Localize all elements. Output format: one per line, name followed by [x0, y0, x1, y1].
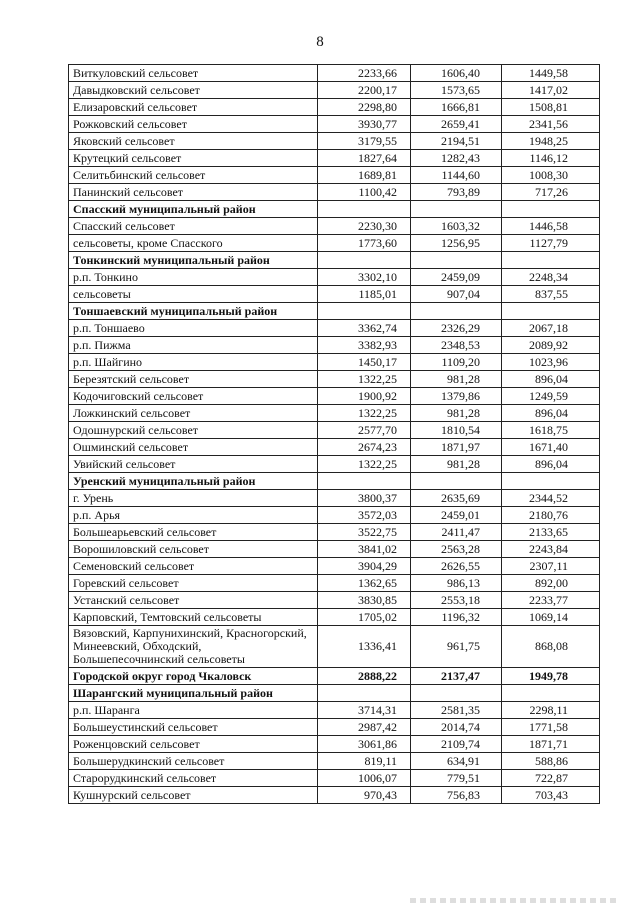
value-cell-3: 717,26 [502, 184, 600, 201]
table-row [69, 736, 600, 753]
value-cell-3: 896,04 [502, 405, 600, 422]
table-row [69, 167, 600, 184]
value-cell-2: 2194,51 [411, 133, 502, 150]
table-row [69, 388, 600, 405]
value-cell-1: 1006,07 [318, 770, 411, 787]
settlement-name-cell: сельсоветы, кроме Спасского [69, 235, 318, 252]
table-row [69, 218, 600, 235]
value-cell-3 [502, 473, 600, 490]
table-row [69, 439, 600, 456]
value-cell-3 [502, 685, 600, 702]
value-cell-1: 3714,31 [318, 702, 411, 719]
value-cell-3: 1948,25 [502, 133, 600, 150]
table-row [69, 184, 600, 201]
value-cell-2: 1810,54 [411, 422, 502, 439]
value-cell-2: 981,28 [411, 371, 502, 388]
settlement-name-cell: Кодочиговский сельсовет [69, 388, 318, 405]
value-cell-1 [318, 473, 411, 490]
value-cell-1: 1336,41 [318, 626, 411, 668]
value-cell-3: 2067,18 [502, 320, 600, 337]
value-cell-1: 2233,66 [318, 65, 411, 82]
value-cell-2: 1871,97 [411, 439, 502, 456]
settlement-name-cell: Березятский сельсовет [69, 371, 318, 388]
value-cell-2: 1196,32 [411, 609, 502, 626]
value-cell-1: 1900,92 [318, 388, 411, 405]
settlement-name-cell: Яковский сельсовет [69, 133, 318, 150]
value-cell-2 [411, 201, 502, 218]
value-cell-3: 892,00 [502, 575, 600, 592]
value-cell-2 [411, 685, 502, 702]
settlement-name-cell: Ложкинский сельсовет [69, 405, 318, 422]
value-cell-3: 1949,78 [502, 668, 600, 685]
value-cell-2: 2659,41 [411, 116, 502, 133]
value-cell-3: 896,04 [502, 456, 600, 473]
value-cell-3: 896,04 [502, 371, 600, 388]
settlement-name-cell: Елизаровский сельсовет [69, 99, 318, 116]
value-cell-3: 1618,75 [502, 422, 600, 439]
settlement-name-cell: Одошнурский сельсовет [69, 422, 318, 439]
value-cell-1 [318, 303, 411, 320]
table-row [69, 286, 600, 303]
value-cell-1: 2200,17 [318, 82, 411, 99]
table-row [69, 787, 600, 804]
value-cell-1: 3930,77 [318, 116, 411, 133]
value-cell-2: 756,83 [411, 787, 502, 804]
table-body [69, 65, 600, 804]
settlement-name-cell: Спасский сельсовет [69, 218, 318, 235]
value-cell-3 [502, 201, 600, 218]
settlement-name-cell: Устанский сельсовет [69, 592, 318, 609]
settlement-name-cell: р.п. Пижма [69, 337, 318, 354]
value-cell-3: 588,86 [502, 753, 600, 770]
table-row [69, 592, 600, 609]
table-row [69, 456, 600, 473]
settlement-name-cell: р.п. Тоншаево [69, 320, 318, 337]
value-cell-3: 1446,58 [502, 218, 600, 235]
table-row [69, 770, 600, 787]
table-row [69, 354, 600, 371]
value-cell-2: 907,04 [411, 286, 502, 303]
settlement-name-cell: Большеарьевский сельсовет [69, 524, 318, 541]
district-header-row [69, 303, 600, 320]
value-cell-3: 2248,34 [502, 269, 600, 286]
value-cell-2: 779,51 [411, 770, 502, 787]
district-header-row [69, 685, 600, 702]
value-cell-3: 837,55 [502, 286, 600, 303]
value-cell-3: 1449,58 [502, 65, 600, 82]
bottom-stamp-mark [410, 898, 620, 903]
table-row [69, 82, 600, 99]
table-row [69, 541, 600, 558]
table-row [69, 133, 600, 150]
value-cell-3: 2133,65 [502, 524, 600, 541]
settlement-name-cell: Давыдковский сельсовет [69, 82, 318, 99]
value-cell-1: 3302,10 [318, 269, 411, 286]
table-row [69, 719, 600, 736]
value-cell-2: 2411,47 [411, 524, 502, 541]
table-row [69, 371, 600, 388]
table-row [69, 575, 600, 592]
value-cell-2: 2137,47 [411, 668, 502, 685]
district-header-row [69, 252, 600, 269]
value-cell-1: 3800,37 [318, 490, 411, 507]
value-cell-2 [411, 252, 502, 269]
value-cell-2: 2326,29 [411, 320, 502, 337]
settlement-name-cell: Увийский сельсовет [69, 456, 318, 473]
district-header-row [69, 473, 600, 490]
settlement-name-cell: Ворошиловский сельсовет [69, 541, 318, 558]
value-cell-2: 1282,43 [411, 150, 502, 167]
settlement-name-cell: Семеновский сельсовет [69, 558, 318, 575]
value-cell-1: 1773,60 [318, 235, 411, 252]
page-number: 8 [316, 34, 324, 50]
value-cell-1 [318, 685, 411, 702]
settlement-name-cell: Большеустинский сельсовет [69, 719, 318, 736]
district-name-cell: Тонкинский муниципальный район [69, 252, 318, 269]
settlement-name-cell: г. Урень [69, 490, 318, 507]
value-cell-1: 2674,23 [318, 439, 411, 456]
district-header-row [69, 201, 600, 218]
table-row [69, 99, 600, 116]
settlement-name-cell: Вязовский, Карпунихинский, Красногорский, Минеевский, Обходский, Большепесочнинский сельсоветы [69, 626, 318, 668]
settlement-name-cell: Крутецкий сельсовет [69, 150, 318, 167]
value-cell-2: 793,89 [411, 184, 502, 201]
value-cell-3 [502, 303, 600, 320]
value-cell-1: 3362,74 [318, 320, 411, 337]
table-row [69, 235, 600, 252]
settlement-name-cell: Старорудкинский сельсовет [69, 770, 318, 787]
settlement-name-cell: Роженцовский сельсовет [69, 736, 318, 753]
value-cell-3: 2089,92 [502, 337, 600, 354]
value-cell-2: 2553,18 [411, 592, 502, 609]
table-row [69, 337, 600, 354]
value-cell-1 [318, 252, 411, 269]
value-cell-1: 1689,81 [318, 167, 411, 184]
value-cell-3: 2233,77 [502, 592, 600, 609]
value-cell-1: 2230,30 [318, 218, 411, 235]
value-cell-1: 1100,42 [318, 184, 411, 201]
value-cell-3: 2344,52 [502, 490, 600, 507]
value-cell-2: 986,13 [411, 575, 502, 592]
value-cell-3: 1127,79 [502, 235, 600, 252]
value-cell-1: 3061,86 [318, 736, 411, 753]
value-cell-2 [411, 303, 502, 320]
value-cell-2: 2581,35 [411, 702, 502, 719]
table-row [69, 668, 600, 685]
value-cell-1: 3522,75 [318, 524, 411, 541]
table-row [69, 65, 600, 82]
value-cell-2: 2109,74 [411, 736, 502, 753]
settlement-name-cell: р.п. Тонкино [69, 269, 318, 286]
value-cell-1: 3841,02 [318, 541, 411, 558]
value-cell-1: 3904,29 [318, 558, 411, 575]
table-row [69, 507, 600, 524]
value-cell-3: 1871,71 [502, 736, 600, 753]
tariff-table [68, 64, 600, 804]
value-cell-2: 1256,95 [411, 235, 502, 252]
settlement-name-cell: Виткуловский сельсовет [69, 65, 318, 82]
value-cell-2: 1603,32 [411, 218, 502, 235]
value-cell-2: 1606,40 [411, 65, 502, 82]
value-cell-2: 961,75 [411, 626, 502, 668]
value-cell-3: 2307,11 [502, 558, 600, 575]
value-cell-1: 3179,55 [318, 133, 411, 150]
table-row [69, 422, 600, 439]
value-cell-1: 1362,65 [318, 575, 411, 592]
value-cell-3: 1771,58 [502, 719, 600, 736]
district-name-cell: Уренский муниципальный район [69, 473, 318, 490]
value-cell-3: 2180,76 [502, 507, 600, 524]
value-cell-3: 1671,40 [502, 439, 600, 456]
value-cell-2: 1379,86 [411, 388, 502, 405]
value-cell-1: 3830,85 [318, 592, 411, 609]
value-cell-2: 1109,20 [411, 354, 502, 371]
district-name-cell: Тоншаевский муниципальный район [69, 303, 318, 320]
district-name-cell: Шарангский муниципальный район [69, 685, 318, 702]
value-cell-3: 1417,02 [502, 82, 600, 99]
settlement-name-cell: Карповский, Темтовский сельсоветы [69, 609, 318, 626]
value-cell-1: 1185,01 [318, 286, 411, 303]
value-cell-2 [411, 473, 502, 490]
value-cell-1: 3572,03 [318, 507, 411, 524]
settlement-name-cell: Горевский сельсовет [69, 575, 318, 592]
table-row [69, 405, 600, 422]
table-row [69, 609, 600, 626]
table-row [69, 320, 600, 337]
value-cell-3: 2341,56 [502, 116, 600, 133]
settlement-name-cell: Большерудкинский сельсовет [69, 753, 318, 770]
value-cell-3: 1069,14 [502, 609, 600, 626]
value-cell-3: 2243,84 [502, 541, 600, 558]
value-cell-1: 2298,80 [318, 99, 411, 116]
table-row [69, 269, 600, 286]
settlement-name-cell: Ошминский сельсовет [69, 439, 318, 456]
settlement-name-cell: р.п. Шаранга [69, 702, 318, 719]
settlement-name-cell: Панинский сельсовет [69, 184, 318, 201]
settlement-name-cell: Рожковский сельсовет [69, 116, 318, 133]
settlement-name-cell: р.п. Арья [69, 507, 318, 524]
settlement-name-cell: Селитьбинский сельсовет [69, 167, 318, 184]
value-cell-3: 1023,96 [502, 354, 600, 371]
value-cell-2: 981,28 [411, 405, 502, 422]
value-cell-1: 1827,64 [318, 150, 411, 167]
settlement-name-cell: р.п. Шайгино [69, 354, 318, 371]
value-cell-3: 2298,11 [502, 702, 600, 719]
value-cell-1: 2577,70 [318, 422, 411, 439]
value-cell-2: 2459,01 [411, 507, 502, 524]
value-cell-3: 1508,81 [502, 99, 600, 116]
value-cell-3: 1249,59 [502, 388, 600, 405]
value-cell-3: 1146,12 [502, 150, 600, 167]
value-cell-1: 2888,22 [318, 668, 411, 685]
value-cell-1: 970,43 [318, 787, 411, 804]
value-cell-3: 722,87 [502, 770, 600, 787]
value-cell-2: 1144,60 [411, 167, 502, 184]
value-cell-3: 868,08 [502, 626, 600, 668]
value-cell-2: 2459,09 [411, 269, 502, 286]
value-cell-1 [318, 201, 411, 218]
value-cell-2: 2626,55 [411, 558, 502, 575]
table-row [69, 490, 600, 507]
value-cell-1: 1450,17 [318, 354, 411, 371]
value-cell-2: 2563,28 [411, 541, 502, 558]
table-row [69, 626, 600, 668]
value-cell-1: 1322,25 [318, 405, 411, 422]
value-cell-3: 703,43 [502, 787, 600, 804]
value-cell-2: 2348,53 [411, 337, 502, 354]
value-cell-1: 1322,25 [318, 371, 411, 388]
value-cell-1: 2987,42 [318, 719, 411, 736]
value-cell-3 [502, 252, 600, 269]
table-row [69, 116, 600, 133]
value-cell-2: 981,28 [411, 456, 502, 473]
value-cell-2: 2014,74 [411, 719, 502, 736]
value-cell-1: 3382,93 [318, 337, 411, 354]
settlement-name-cell: сельсоветы [69, 286, 318, 303]
value-cell-1: 1322,25 [318, 456, 411, 473]
value-cell-2: 1666,81 [411, 99, 502, 116]
value-cell-2: 1573,65 [411, 82, 502, 99]
settlement-name-cell: Городской округ город Чкаловск [69, 668, 318, 685]
table-row [69, 702, 600, 719]
table-row [69, 558, 600, 575]
table-row [69, 753, 600, 770]
value-cell-3: 1008,30 [502, 167, 600, 184]
value-cell-2: 634,91 [411, 753, 502, 770]
table-row [69, 524, 600, 541]
value-cell-1: 819,11 [318, 753, 411, 770]
table-row [69, 150, 600, 167]
district-name-cell: Спасский муниципальный район [69, 201, 318, 218]
settlement-name-cell: Кушнурский сельсовет [69, 787, 318, 804]
value-cell-2: 2635,69 [411, 490, 502, 507]
value-cell-1: 1705,02 [318, 609, 411, 626]
